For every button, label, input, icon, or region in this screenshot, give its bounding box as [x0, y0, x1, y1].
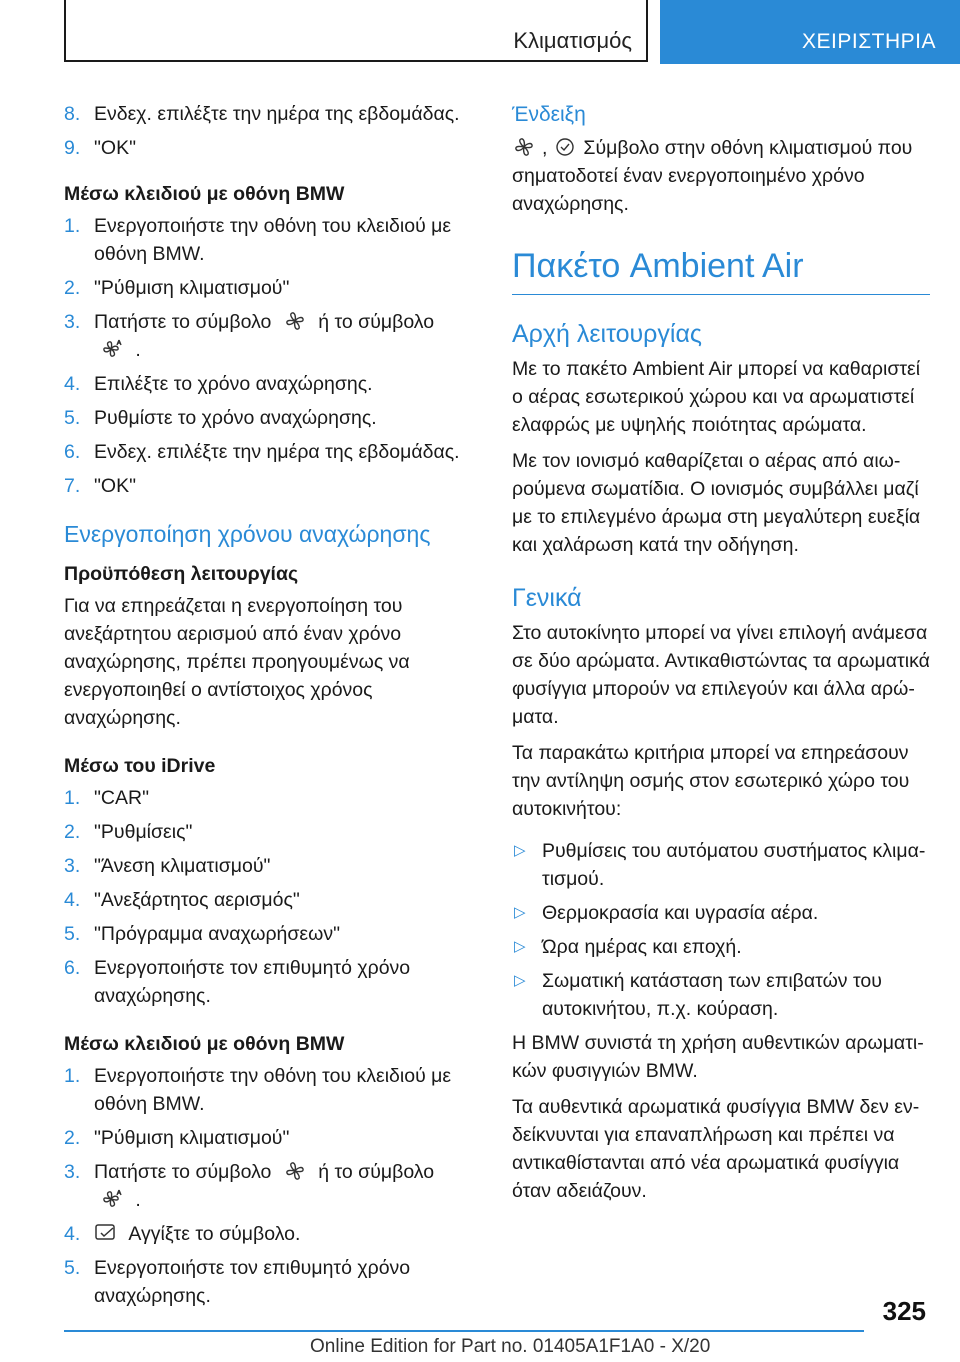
triangle-bullet-icon: ▷ [514, 938, 526, 955]
key-step-5: 5. Ενεργοποιήστε τον επιθυμητό χρόνο αναχώρησης. [64, 1257, 411, 1307]
left-column [64, 100, 474, 1316]
step-4: 4. Επιλέξτε το χρόνο αναχώρησης. [64, 373, 373, 395]
fan-icon [283, 310, 307, 332]
idrive-step-3: 3. "Άνεση κλιματισμού" [64, 855, 271, 877]
list-item: ▷ Σωματική κατάσταση των επιβατών του αυτοκινήτου, π.χ. κούραση. [512, 967, 930, 1023]
heading-activate-departure: Ενεργοποίηση χρόνου αναχώρησης [64, 521, 431, 547]
edition-text: Online Edition for Part no. 01405A1F1A0 - X/20 [310, 1336, 711, 1357]
idrive-step-1: 1. "CAR" [64, 787, 150, 809]
key-step-3: 3. Πατήστε το σύμβολο ή το σύμβολο . [64, 1161, 435, 1211]
idrive-step-5: 5. "Πρόγραμμα αναχωρήσεων" [64, 923, 341, 945]
heading-indicator: Ένδειξη [512, 103, 586, 126]
subheading-idrive: Μέσω του iDrive [64, 755, 216, 777]
header-section-box [64, 0, 648, 62]
fan-icon [283, 1160, 307, 1182]
step-6: 6. Ενδεχ. επιλέξτε την ημέρα της εβδομάδας. [64, 441, 460, 463]
heading-general: Γενικά [512, 584, 582, 612]
list-item: ▷ Ρυθμίσεις του αυτόματου συστήματος κλιματισμού. [512, 837, 930, 893]
triangle-bullet-icon: ▷ [514, 904, 526, 921]
step-3: 3. Πατήστε το σύμβολο ή το σύμβολο . [64, 311, 435, 361]
step-5: 5. Ρυθμίστε το χρόνο αναχώρησης. [64, 407, 377, 429]
general-paragraph-2: Τα παρακάτω κριτήρια μπορεί να επηρεάσουν την αντίληψη οσμής στον εσωτερικό χώρο του αυτοκινήτου: [512, 742, 910, 820]
triangle-bullet-icon: ▷ [514, 972, 526, 989]
general-paragraph-3: Η BMW συνιστά τη χρήση αυθεντικών αρωματικών φυσιγγιών BMW. [512, 1032, 924, 1082]
key-display-icon [94, 1222, 118, 1244]
subheading-prerequisite: Προϋπόθεση λειτουργίας [64, 563, 299, 585]
page-number: 325 [882, 1296, 926, 1326]
list-item: ▷ Ώρα ημέρας και εποχή. [512, 933, 930, 961]
subheading-key-display-2: Μέσω κλειδιού με οθόνη BMW [64, 1033, 345, 1055]
principle-paragraph-1: Με το πακέτο Ambient Air μπορεί να καθαριστεί ο αέρας εσωτερικού χώρου και να αρωματιστεί ελαφρώς με υψηλής ποιότητας αρώματα. [512, 358, 921, 436]
step-1: 1. Ενεργοποιήστε την οθόνη του κλειδιού με οθόνη BMW. [64, 215, 452, 265]
general-paragraph-4: Τα αυθεντικά αρωματικά φυσίγγια BMW δεν ενδείκνυνται για επαναπλήρωση και πρέπει να αντικαθίστανται από νέα αρωματικά φυσίγγια όταν αδειάζουν. [512, 1096, 920, 1202]
fan-icon [512, 136, 536, 158]
fan-auto-icon [100, 338, 124, 360]
footer-divider [64, 1330, 864, 1332]
right-column [512, 100, 930, 1213]
triangle-bullet-icon: ▷ [514, 842, 526, 859]
step-2: 2. "Ρύθμιση κλιματισμού" [64, 277, 290, 299]
idrive-step-4: 4. "Ανεξάρτητος αερισμός" [64, 889, 300, 911]
fan-auto-icon [100, 1188, 124, 1210]
header-chapter-tab[interactable] [660, 0, 960, 64]
heading-principle: Αρχή λειτουργίας [512, 320, 702, 348]
list-item: ▷ Θερμοκρασία και υγρασία αέρα. [512, 899, 930, 927]
page-header [0, 0, 960, 66]
step-8: 8. Ενδεχ. επιλέξτε την ημέρα της εβδομάδας. [64, 103, 460, 125]
step-9: 9. "OK" [64, 137, 137, 159]
principle-paragraph-2: Με τον ιονισμό καθαρίζεται ο αέρας από αιωρούμενα σωματίδια. Ο ιονισμός συμβάλλει μαζί με το επιλεγμένο άρωμα στη μεγαλύτερη ευεξία και χαλάρωση κατά την οδήγηση. [512, 450, 921, 556]
general-paragraph-1: Στο αυτοκίνητο μπορεί να γίνει επιλογή ανάμεσα σε δύο αρώματα. Αντικαθιστώντας τα αρωματικά φυσίγγια μπορούν να επιλεγούν και άλλα αρώματα. [512, 622, 930, 728]
key-step-1: 1. Ενεργοποιήστε την οθόνη του κλειδιού με οθόνη BMW. [64, 1065, 452, 1115]
indicator-text: , Σύμβολο στην οθόνη κλιματισμού που σηματοδοτεί έναν ενεργοποιημένο χρόνο αναχώρησης. [512, 137, 913, 215]
prerequisite-text: Για να επηρεάζεται η ενεργοποίηση του ανεξάρτητου αερισμού από έναν χρόνο αναχώρησης, πρέπει προηγουμένως να ενεργοποιηθεί ο αντίστοιχος χρόνος αναχώρησης. [64, 595, 410, 729]
header-chapter-title: ΧΕΙΡΙΣΤΗΡΙΑ [802, 30, 937, 53]
key-step-2: 2. "Ρύθμιση κλιματισμού" [64, 1127, 290, 1149]
header-section-title: Κλιματισμός [513, 28, 632, 53]
clock-icon [553, 136, 577, 158]
idrive-step-2: 2. "Ρυθμίσεις" [64, 821, 193, 843]
idrive-step-6: 6. Ενεργοποιήστε τον επιθυμητό χρόνο αναχώρησης. [64, 957, 411, 1007]
step-7: 7. "OK" [64, 475, 137, 497]
subheading-key-display-1: Μέσω κλειδιού με οθόνη BMW [64, 183, 345, 205]
title-ambient-air: Πακέτο Ambient Air [512, 244, 930, 295]
key-step-4: 4. Αγγίξτε το σύμβολο. [64, 1223, 301, 1245]
